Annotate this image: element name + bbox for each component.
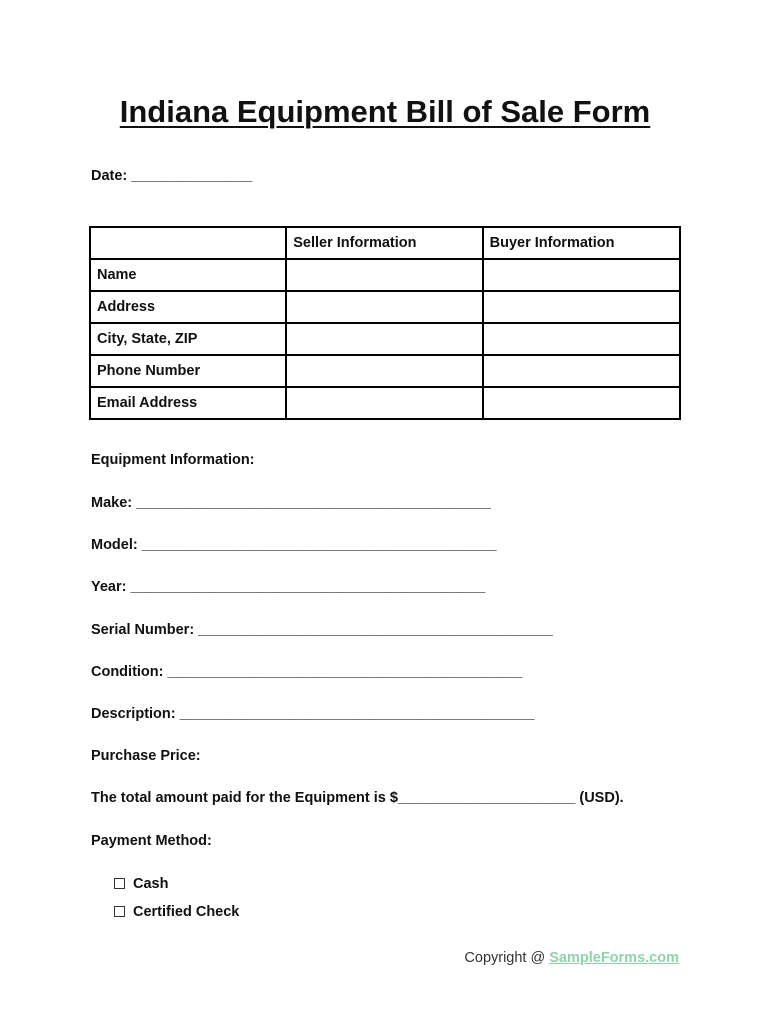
seller-name-cell[interactable] <box>286 259 482 291</box>
checkbox-icon[interactable] <box>114 878 125 889</box>
date-field[interactable]: Date: _______________ <box>91 168 253 184</box>
row-label-address: Address <box>90 291 286 323</box>
seller-city-state-zip-cell[interactable] <box>286 323 482 355</box>
seller-information-header: Seller Information <box>286 227 482 259</box>
table-row <box>90 355 680 387</box>
brand-link[interactable]: SampleForms.com <box>549 950 679 966</box>
buyer-address-cell[interactable] <box>483 291 680 323</box>
total-amount-field[interactable]: The total amount paid for the Equipment is $______________________ (USD). <box>91 790 624 806</box>
table-header-blank <box>90 227 286 259</box>
serial-number-field[interactable]: Serial Number: ____________________________________________ <box>91 622 553 638</box>
make-field[interactable]: Make: ____________________________________________ <box>91 495 491 511</box>
checkbox-icon[interactable] <box>114 906 125 917</box>
buyer-name-cell[interactable] <box>483 259 680 291</box>
seller-address-cell[interactable] <box>286 291 482 323</box>
buyer-email-cell[interactable] <box>483 387 680 419</box>
purchase-price-heading: Purchase Price: <box>91 748 201 764</box>
form-title: Indiana Equipment Bill of Sale Form <box>119 94 651 129</box>
payment-option-label: Certified Check <box>133 904 240 920</box>
year-field[interactable]: Year: ____________________________________________ <box>91 579 486 595</box>
equipment-information-heading: Equipment Information: <box>91 452 255 468</box>
table-row <box>90 387 680 419</box>
copyright-prefix: Copyright @ <box>464 950 550 966</box>
payment-option-label: Cash <box>133 876 169 892</box>
description-field[interactable]: Description: ____________________________________________ <box>91 706 535 722</box>
table-row <box>90 291 680 323</box>
row-label-name: Name <box>90 259 286 291</box>
seller-phone-cell[interactable] <box>286 355 482 387</box>
table-header-row <box>90 227 680 259</box>
row-label-phone-number: Phone Number <box>90 355 286 387</box>
buyer-phone-cell[interactable] <box>483 355 680 387</box>
payment-option-cash[interactable] <box>114 876 168 892</box>
payment-option-certified-check[interactable] <box>114 904 239 920</box>
buyer-city-state-zip-cell[interactable] <box>483 323 680 355</box>
row-label-city-state-zip: City, State, ZIP <box>90 323 286 355</box>
model-field[interactable]: Model: ____________________________________________ <box>91 537 497 553</box>
copyright-footer <box>464 950 679 966</box>
table-row <box>90 259 680 291</box>
condition-field[interactable]: Condition: ____________________________________________ <box>91 664 523 680</box>
payment-method-heading: Payment Method: <box>91 833 212 849</box>
seller-email-cell[interactable] <box>286 387 482 419</box>
party-info-table <box>89 226 681 420</box>
buyer-information-header: Buyer Information <box>483 227 680 259</box>
row-label-email-address: Email Address <box>90 387 286 419</box>
table-row <box>90 323 680 355</box>
